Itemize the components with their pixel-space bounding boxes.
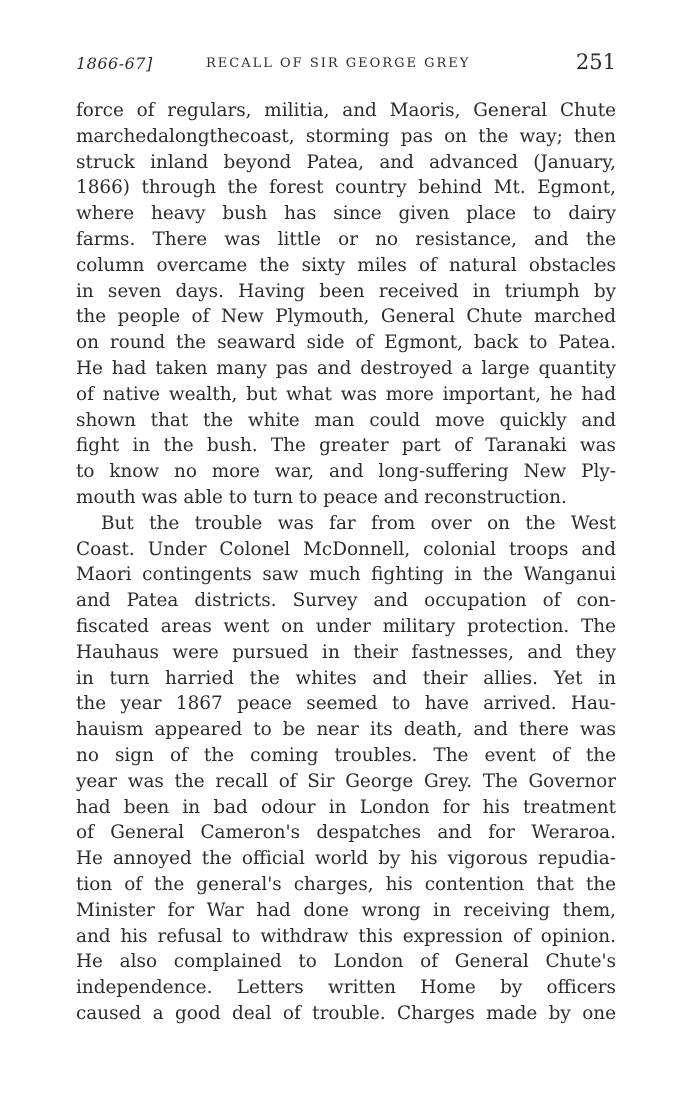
text-line: to know no more war, and long-suffering New Ply- xyxy=(76,461,616,483)
text-line: the year 1867 peace seemed to have arrived. Hau- xyxy=(76,693,616,715)
text-line: farms. There was little or no resistance, and the xyxy=(76,228,616,250)
text-line: of native wealth, but what was more important, he had xyxy=(76,383,616,405)
header-years: 1866-67] xyxy=(76,54,153,73)
header-title: RECALL OF SIR GEORGE GREY xyxy=(206,56,471,71)
text-line: Minister for War had done wrong in receiving them, xyxy=(76,899,616,921)
text-line: marchedalongthecoast, storming pas on the way; then xyxy=(76,125,616,147)
text-line: on round the seaward side of Egmont, back to Patea. xyxy=(76,332,616,354)
text-line: caused a good deal of trouble. Charges made by one xyxy=(76,1002,616,1024)
text-line: no sign of the coming troubles. The event of the xyxy=(76,744,616,766)
text-line: hauism appeared to be near its death, and there was xyxy=(76,719,616,741)
body-text xyxy=(76,98,616,1027)
text-line: in turn harried the whites and their allies. Yet in xyxy=(76,667,616,689)
text-line: shown that the white man could move quickly and xyxy=(76,409,616,431)
text-line: struck inland beyond Patea, and advanced (January, xyxy=(76,151,616,173)
text-line: year was the recall of Sir George Grey. The Governor xyxy=(76,770,616,792)
text-line: fiscated areas went on under military protection. The xyxy=(76,615,616,637)
running-head xyxy=(76,50,616,76)
text-line: 1866) through the forest country behind Mt. Egmont, xyxy=(76,177,616,199)
text-line: in seven days. Having been received in triumph by xyxy=(76,280,616,302)
text-line: had been in bad odour in London for his treatment xyxy=(76,796,616,818)
text-line: and his refusal to withdraw this expression of opinion. xyxy=(76,925,616,947)
text-line: force of regulars, militia, and Maoris, General Chute xyxy=(76,100,616,121)
text-line: where heavy bush has since given place to dairy xyxy=(76,203,616,225)
text-line: mouth was able to turn to peace and reconstruction. xyxy=(76,486,567,508)
text-line: tion of the general's charges, his contention that the xyxy=(76,873,616,895)
text-line: column overcame the sixty miles of natural obstacles xyxy=(76,254,616,276)
text-line: of General Cameron's despatches and for Weraroa. xyxy=(76,822,616,844)
text-line: fight in the bush. The greater part of Taranaki was xyxy=(76,435,616,457)
text-line: Hauhaus were pursued in their fastnesses, and they xyxy=(76,641,616,663)
text-line: Maori contingents saw much fighting in the Wanganui xyxy=(76,564,616,586)
text-line: independence. Letters written Home by officers xyxy=(76,977,616,999)
text-line: He had taken many pas and destroyed a large quantity xyxy=(76,357,616,379)
text-line: He also complained to London of General Chute's xyxy=(76,951,616,973)
text-line: the people of New Plymouth, General Chute marched xyxy=(76,306,616,328)
text-line: and Patea districts. Survey and occupation of con- xyxy=(76,590,616,612)
page-number: 251 xyxy=(575,50,616,74)
text-line: He annoyed the official world by his vigorous repudia- xyxy=(76,848,616,870)
text-line: Coast. Under Colonel McDonnell, colonial troops and xyxy=(76,538,616,560)
text-line: But the trouble was far from over on the West xyxy=(101,512,616,534)
